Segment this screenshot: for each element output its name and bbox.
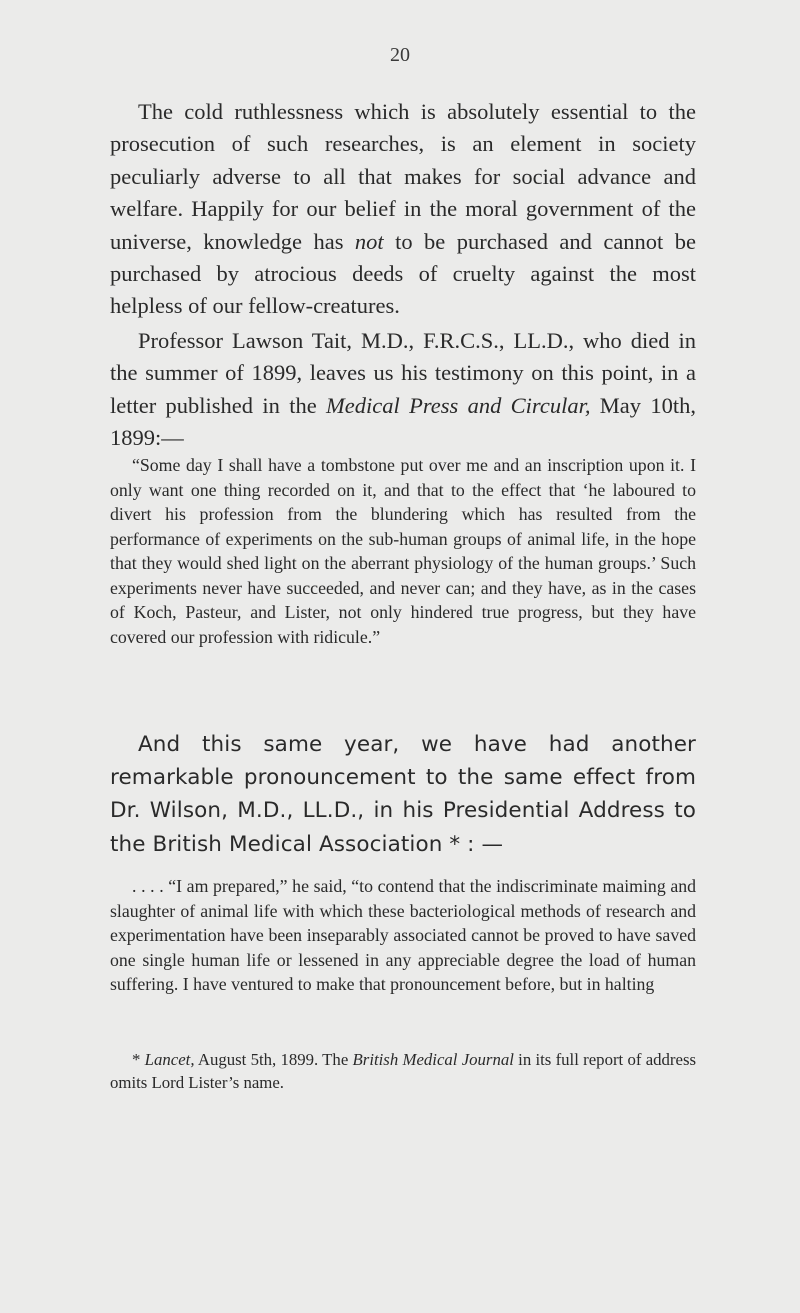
paragraph-lawson-tait [110,325,696,455]
paragraph-text [110,96,696,323]
quotation-text: . . . . “I am prepared,” he said, “to contend that the indiscriminate maiming and slaughter of animal life with which these bacteriological methods of research and experimentation have been inseparably associated cannot be proved to have saved one single human life or lessened in any appreciable degree the load of human suffering. I have ventured to make that pronouncement before, but in halting [110,876,696,994]
publication-title-medical-press: Medical Press and Circular, [326,392,591,418]
footnote-text [110,1048,696,1094]
quotation-wilson [110,874,696,997]
paragraph-cold-ruthlessness [110,96,696,323]
paragraph-2-text: Professor Lawson Tait, M.D., F.R.C.S., LL.D., who died in the summer of 1899, leaves us his testimony on this point, in a letter published in the [110,328,696,418]
footnote-rest: in its full report of address omits Lord Lister’s name. [110,1050,697,1092]
footnote-date: August 5th, 1899. The [194,1050,353,1069]
paragraph-1-text: The cold ruthlessness which is absolutely essential to the prosecution of such researches, is an element in society peculiarly adverse to all that makes for social advance and welfare. Happily for our belief in the moral government of the universe, knowledge has [110,99,696,254]
paragraph-text [110,325,696,455]
emphasis-not: not [354,228,384,254]
quotation-tait [110,453,696,649]
page-number: 20 [390,44,410,66]
footnote-journal-title: British Medical Journal [352,1050,514,1069]
paragraph-wilson [110,728,696,861]
footnote [110,1048,696,1094]
paragraph-2-end: May 10th, 1899:— [110,392,696,451]
footnote-marker: * [132,1050,141,1069]
quotation-text: “Some day I shall have a tombstone put over me and an inscription upon it. I only want one thing recorded on it, and that to the effect that ‘he laboured to divert his profession from the blundering which has resulted from the performance of experiments on the sub-human groups of animal life, in the hope that they would shed light on the aberrant physiology of the human groups.’ Such experiments never have succeeded, and never can; and they have, as in the cases of Koch, Pasteur, and Lister, not only hindered true progress, but they have covered our profession with ridicule.” [110,455,696,647]
paragraph-1-end: to be purchased and cannot be purchased by atrocious deeds of cruelty against the most helpless of our fellow-creatures. [110,228,696,319]
paragraph-text: And this same year, we have had another remarkable pronouncement to the same effect from Dr. Wilson, M.D., LL.D., in his Presidential Address to the British Medical Association * : — [110,732,696,857]
footnote-source-lancet: Lancet, [144,1050,195,1069]
